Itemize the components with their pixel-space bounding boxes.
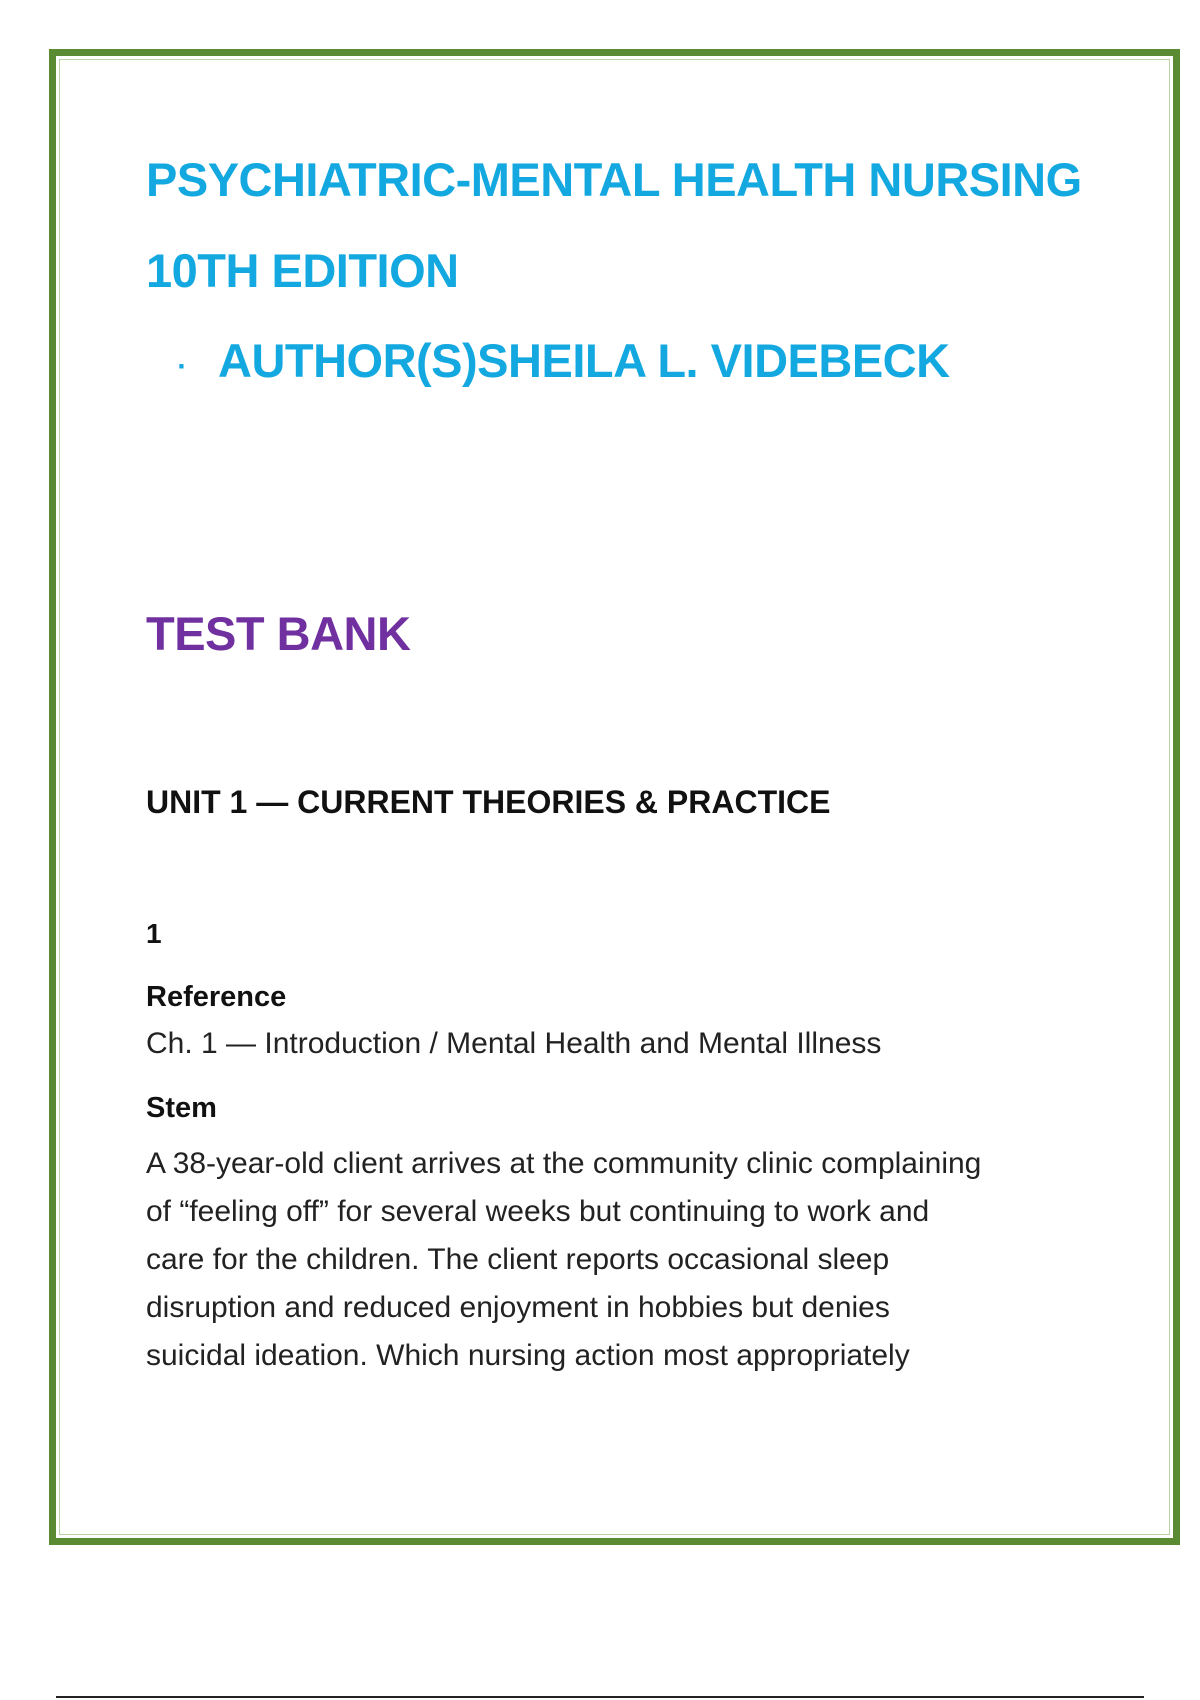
stem-text xyxy=(146,1140,1106,1380)
stem-line: A 38-year-old client arrives at the community clinic complaining xyxy=(146,1147,982,1180)
bullet-icon: · xyxy=(177,349,187,383)
author-text: AUTHOR(S)SHEILA L. VIDEBECK xyxy=(218,334,950,387)
edition-label: 10TH EDITION xyxy=(146,244,459,297)
reference-label: Reference xyxy=(146,981,287,1013)
stem-line: of “feeling off” for several weeks but continuing to work and xyxy=(146,1195,930,1228)
question-number: 1 xyxy=(146,918,162,949)
test-bank-heading: TEST BANK xyxy=(146,607,411,660)
stem-line: disruption and reduced enjoyment in hobbies but denies xyxy=(146,1291,890,1324)
footer-divider xyxy=(56,1696,1144,1698)
unit-heading: UNIT 1 — CURRENT THEORIES & PRACTICE xyxy=(146,784,831,820)
stem-line: care for the children. The client reports occasional sleep xyxy=(146,1243,890,1276)
stem-label: Stem xyxy=(146,1092,217,1124)
stem-line: suicidal ideation. Which nursing action most appropriately xyxy=(146,1339,910,1372)
author-line xyxy=(146,333,950,388)
reference-text: Ch. 1 — Introduction / Mental Health and Mental Illness xyxy=(146,1027,882,1060)
book-title: PSYCHIATRIC-MENTAL HEALTH NURSING xyxy=(146,153,1082,206)
